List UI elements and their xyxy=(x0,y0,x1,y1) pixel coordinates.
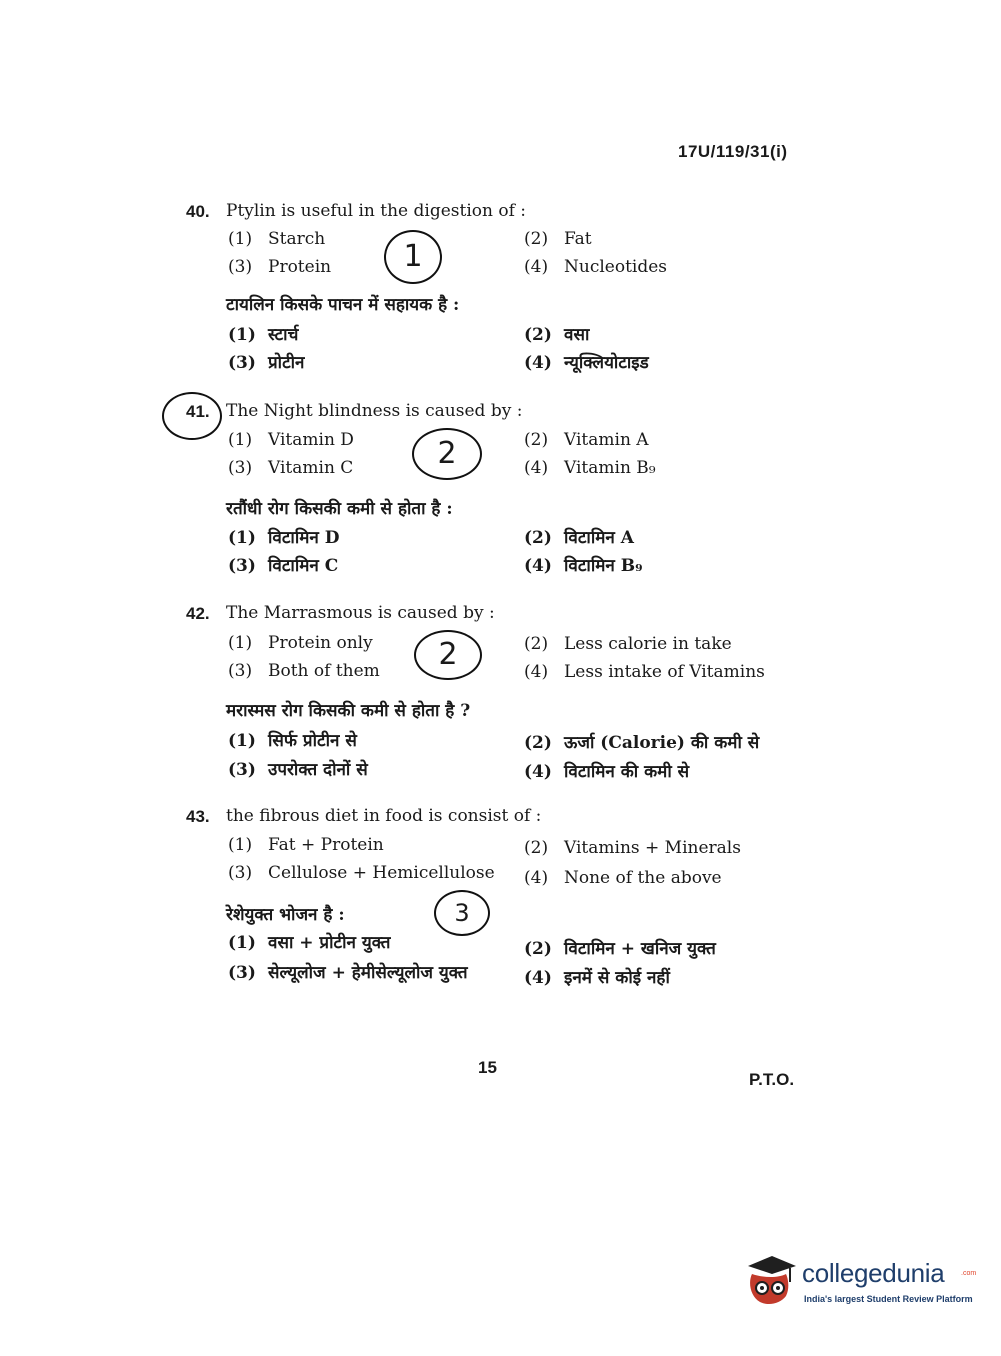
option-3-en: (3) Both of them xyxy=(228,661,380,681)
option-2-hi: (2) ऊर्जा (Calorie) की कमी से xyxy=(524,733,760,753)
option-4-en: (4) Nucleotides xyxy=(524,257,668,277)
page-number: 15 xyxy=(478,1058,497,1077)
handwritten-answer-circle: 2 xyxy=(414,630,482,680)
option-2-hi: (2) वसा xyxy=(524,325,590,345)
mascot-logo-icon xyxy=(742,1252,798,1308)
option-4-hi: (4) इनमें से कोई नहीं xyxy=(524,968,670,988)
question-text-en: the fibrous diet in food is consist of : xyxy=(226,806,542,826)
brand-name: collegedunia xyxy=(802,1258,945,1288)
option-2-en: (2) Vitamins + Minerals xyxy=(524,838,741,858)
question-text-hi: रतौंधी रोग किसकी कमी से होता है : xyxy=(226,499,453,519)
option-3-hi: (3) विटामिन C xyxy=(228,556,339,576)
option-1-hi: (1) स्टार्च xyxy=(228,325,299,345)
option-1-en: (1) Protein only xyxy=(228,633,373,653)
brand-tagline: India's largest Student Review Platform xyxy=(804,1294,973,1304)
question-text-hi: टायलिन किसके पाचन में सहायक है : xyxy=(226,295,460,315)
option-3-hi: (3) सेल्यूलोज + हेमीसेल्यूलोज युक्त xyxy=(228,963,468,983)
question-text-en: The Night blindness is caused by : xyxy=(226,401,523,421)
question-text-en: The Marrasmous is caused by : xyxy=(226,603,495,623)
option-2-en: (2) Vitamin A xyxy=(524,430,649,450)
option-2-en: (2) Less calorie in take xyxy=(524,634,732,654)
option-4-en: (4) None of the above xyxy=(524,868,722,888)
option-2-en: (2) Fat xyxy=(524,229,592,249)
option-3-hi: (3) प्रोटीन xyxy=(228,353,305,373)
option-4-en: (4) Less intake of Vitamins xyxy=(524,662,765,682)
question-text-en: Ptylin is useful in the digestion of : xyxy=(226,201,527,221)
option-2-hi: (2) विटामिन A xyxy=(524,528,634,548)
option-1-en: (1) Starch xyxy=(228,229,326,249)
question-number: 41. xyxy=(186,402,210,421)
paper-code: 17U/119/31(i) xyxy=(678,142,788,161)
option-3-en: (3) Cellulose + Hemicellulose xyxy=(228,863,495,883)
question-number: 42. xyxy=(186,604,210,623)
question-text-hi: रेशेयुक्त भोजन है : xyxy=(226,905,345,925)
question-number: 40. xyxy=(186,202,210,221)
handwritten-answer-circle: 3 xyxy=(434,890,490,936)
option-4-hi: (4) विटामिन की कमी से xyxy=(524,762,690,782)
option-3-en: (3) Protein xyxy=(228,257,332,277)
option-1-en: (1) Fat + Protein xyxy=(228,835,384,855)
option-3-en: (3) Vitamin C xyxy=(228,458,354,478)
pto-label: P.T.O. xyxy=(749,1070,795,1089)
brand-domain: .com xyxy=(961,1270,977,1277)
question-number: 43. xyxy=(186,807,210,826)
option-1-en: (1) Vitamin D xyxy=(228,430,354,450)
handwritten-answer-circle: 2 xyxy=(412,428,482,480)
option-4-hi: (4) विटामिन B₉ xyxy=(524,556,643,576)
handwritten-answer-circle: 1 xyxy=(384,230,442,284)
option-1-hi: (1) विटामिन D xyxy=(228,528,340,548)
collegedunia-watermark xyxy=(742,1248,977,1312)
option-3-hi: (3) उपरोक्त दोनों से xyxy=(228,760,368,780)
option-4-en: (4) Vitamin B₉ xyxy=(524,458,656,478)
option-1-hi: (1) सिर्फ प्रोटीन से xyxy=(228,731,357,751)
question-text-hi: मरास्मस रोग किसकी कमी से होता है ? xyxy=(226,701,471,721)
option-2-hi: (2) विटामिन + खनिज युक्त xyxy=(524,939,716,959)
option-4-hi: (4) न्यूक्लियोटाइड xyxy=(524,353,649,373)
option-1-hi: (1) वसा + प्रोटीन युक्त xyxy=(228,933,391,953)
